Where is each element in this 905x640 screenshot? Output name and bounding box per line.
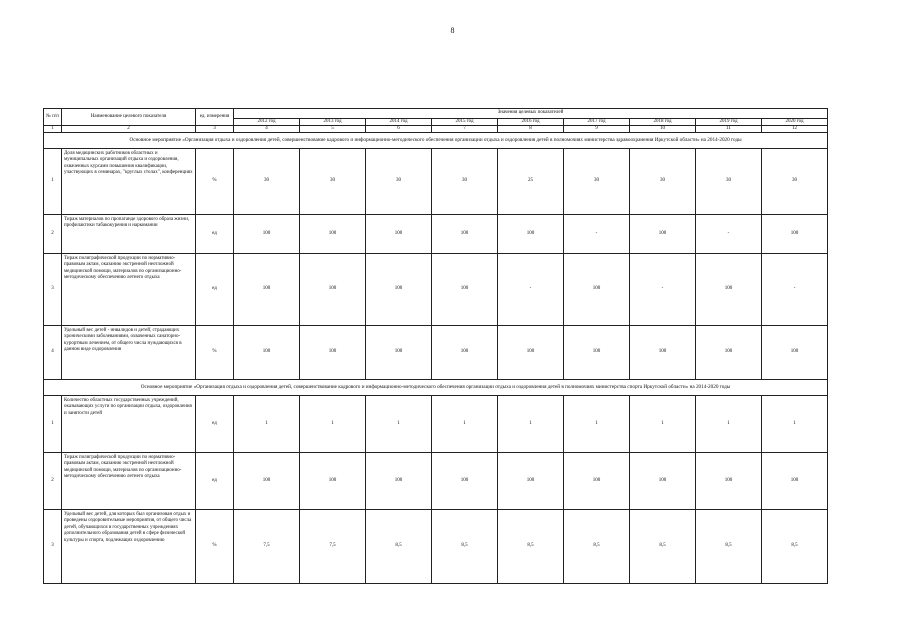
column-number: 6 bbox=[366, 126, 432, 133]
row-value: - bbox=[696, 215, 762, 254]
row-value: 100 bbox=[432, 215, 498, 254]
row-value: 100 bbox=[630, 453, 696, 510]
row-value: 100 bbox=[366, 215, 432, 254]
row-value: 100 bbox=[300, 254, 366, 326]
row-value: 8,5 bbox=[366, 510, 432, 584]
row-value: 100 bbox=[498, 453, 564, 510]
row-value: 25 bbox=[498, 149, 564, 215]
row-value: 8,5 bbox=[696, 510, 762, 584]
row-value: 100 bbox=[564, 326, 630, 380]
section-title: Основное мероприятие «Организация отдыха и оздоровления детей, совершенствование кадрового и информационно-методического обеспечения организации отдыха и оздоровления детей в полномочиях министерства спорта Иркутской области» на 2014-2020 годы bbox=[44, 380, 828, 396]
header-year: 2012 год bbox=[234, 119, 300, 126]
row-value: 100 bbox=[564, 453, 630, 510]
row-value: 30 bbox=[300, 149, 366, 215]
row-value: 100 bbox=[762, 215, 828, 254]
column-number: 7 bbox=[432, 126, 498, 133]
row-num: 1 bbox=[44, 149, 62, 215]
row-value: 100 bbox=[300, 326, 366, 380]
header-year: 2014 год bbox=[366, 119, 432, 126]
column-number: 12 bbox=[762, 126, 828, 133]
row-num: 3 bbox=[44, 510, 62, 584]
row-value: 1 bbox=[762, 396, 828, 453]
row-value: 100 bbox=[696, 453, 762, 510]
row-value: 7,5 bbox=[234, 510, 300, 584]
header-year: 2016 год bbox=[498, 119, 564, 126]
row-value: 100 bbox=[234, 326, 300, 380]
page-number: 8 bbox=[450, 26, 455, 35]
header-year: 2019 год bbox=[696, 119, 762, 126]
row-value: 100 bbox=[696, 254, 762, 326]
row-value: 8,5 bbox=[432, 510, 498, 584]
row-unit: ед bbox=[196, 254, 234, 326]
header-year: 2018 год bbox=[630, 119, 696, 126]
column-number: 5 bbox=[300, 126, 366, 133]
table-row bbox=[44, 215, 828, 254]
row-value: 100 bbox=[432, 326, 498, 380]
row-unit: ед bbox=[196, 215, 234, 254]
row-num: 1 bbox=[44, 396, 62, 453]
row-value: 1 bbox=[234, 396, 300, 453]
row-value: - bbox=[564, 215, 630, 254]
row-value: 100 bbox=[366, 453, 432, 510]
row-value: 1 bbox=[696, 396, 762, 453]
row-value: - bbox=[498, 254, 564, 326]
row-value: 1 bbox=[564, 396, 630, 453]
row-value: - bbox=[762, 254, 828, 326]
header-year: 2013 год bbox=[300, 119, 366, 126]
row-value: 1 bbox=[366, 396, 432, 453]
column-number: 8 bbox=[498, 126, 564, 133]
row-value: 100 bbox=[696, 326, 762, 380]
row-value: 100 bbox=[234, 254, 300, 326]
row-value: 100 bbox=[630, 326, 696, 380]
row-value: 100 bbox=[762, 326, 828, 380]
column-number: 1 bbox=[44, 126, 62, 133]
row-num: 4 bbox=[44, 326, 62, 380]
header-values-title: Значения целевых показателей bbox=[234, 109, 828, 119]
row-value: 8,5 bbox=[630, 510, 696, 584]
row-value: 100 bbox=[498, 326, 564, 380]
table-row bbox=[44, 326, 828, 380]
row-value: 100 bbox=[432, 453, 498, 510]
row-num: 3 bbox=[44, 254, 62, 326]
header-name: Наименование целевого показателя bbox=[62, 109, 196, 126]
row-value: 30 bbox=[762, 149, 828, 215]
row-unit: ед bbox=[196, 453, 234, 510]
row-value: 1 bbox=[498, 396, 564, 453]
row-name: Доля медицинских работников областных и муниципальных организаций отдыха и оздоровления, охваченных курсами повышения квалификации, участвующих в семинарах, "круглых столах", конференциях bbox=[62, 149, 196, 215]
row-value: 100 bbox=[630, 215, 696, 254]
column-number: 3 bbox=[196, 126, 234, 133]
section-title: Основное мероприятие «Организация отдыха и оздоровления детей, совершенствование кадрового и информационно-методического обеспечения организации отдыха и оздоровления детей в полномочиях министерства здравоохранения Иркутской области» на 2014-2020 годы bbox=[44, 133, 828, 149]
table-row bbox=[44, 396, 828, 453]
row-value: 30 bbox=[432, 149, 498, 215]
row-value: 100 bbox=[234, 215, 300, 254]
row-value: 100 bbox=[366, 326, 432, 380]
row-unit: % bbox=[196, 149, 234, 215]
row-name: Тираж полиграфической продукции по нормативно-правовым актам, оказанию экстренной неотложной медицинской помощи, материалов по организационно-методическому обеспечению летнего отдыха bbox=[62, 254, 196, 326]
column-number: 10 bbox=[630, 126, 696, 133]
row-num: 2 bbox=[44, 215, 62, 254]
row-value: - bbox=[630, 254, 696, 326]
row-value: 30 bbox=[234, 149, 300, 215]
row-value: 7,5 bbox=[300, 510, 366, 584]
row-value: 100 bbox=[498, 215, 564, 254]
row-value: 100 bbox=[300, 453, 366, 510]
row-value: 1 bbox=[630, 396, 696, 453]
column-number: 2 bbox=[62, 126, 196, 133]
table-row bbox=[44, 510, 828, 584]
row-unit: % bbox=[196, 510, 234, 584]
row-value: 1 bbox=[432, 396, 498, 453]
row-value: 8,5 bbox=[564, 510, 630, 584]
column-number: 11 bbox=[696, 126, 762, 133]
header-num: № п/п bbox=[44, 109, 62, 126]
row-value: 100 bbox=[234, 453, 300, 510]
header-unit: ед. измерения bbox=[196, 109, 234, 126]
table-row bbox=[44, 453, 828, 510]
row-name: Количество областных государственных учреждений, оказывающих услуги по организации отдыха, оздоровления и занятости детей bbox=[62, 396, 196, 453]
table-row bbox=[44, 254, 828, 326]
row-value: 100 bbox=[762, 453, 828, 510]
indicators-table bbox=[43, 108, 828, 584]
row-value: 100 bbox=[300, 215, 366, 254]
table-row bbox=[44, 149, 828, 215]
row-name: Тираж полиграфической продукции по нормативно-правовым актам, оказанию экстренной неотложной медицинской помощи, материалов по организационно-методическому обеспечению летнего отдыха bbox=[62, 453, 196, 510]
row-num: 2 bbox=[44, 453, 62, 510]
row-name: Удельный вес детей, для которых был организован отдых и проведены оздоровительные мероприятия, от общего числа детей, обучающихся в государственных учреждениях дополнительного образования детей в сфере физической культуры и спорта, подлежащих оздоровлению bbox=[62, 510, 196, 584]
row-unit: % bbox=[196, 326, 234, 380]
row-unit: ед bbox=[196, 396, 234, 453]
column-numbers-row bbox=[44, 126, 828, 133]
section-row bbox=[44, 380, 828, 396]
header-year: 2017 год bbox=[564, 119, 630, 126]
row-name: Тираж материалов по пропаганде здорового образа жизни, профилактики табакокурения и наркомании bbox=[62, 215, 196, 254]
row-value: 100 bbox=[432, 254, 498, 326]
row-value: 100 bbox=[366, 254, 432, 326]
row-value: 30 bbox=[696, 149, 762, 215]
header-year: 2020 год bbox=[762, 119, 828, 126]
column-number: 4 bbox=[234, 126, 300, 133]
header-year: 2015 год bbox=[432, 119, 498, 126]
row-value: 8,5 bbox=[498, 510, 564, 584]
row-value: 8,5 bbox=[762, 510, 828, 584]
row-value: 30 bbox=[366, 149, 432, 215]
row-name: Удельный вес детей - инвалидов и детей, страдающих хроническими заболеваниями, охваченных санаторно-курортным лечением, от общего числа нуждающихся в данном виде оздоровления bbox=[62, 326, 196, 380]
column-number: 9 bbox=[564, 126, 630, 133]
row-value: 30 bbox=[564, 149, 630, 215]
section-row bbox=[44, 133, 828, 149]
row-value: 30 bbox=[630, 149, 696, 215]
row-value: 100 bbox=[564, 254, 630, 326]
header-row bbox=[44, 109, 828, 119]
row-value: 1 bbox=[300, 396, 366, 453]
